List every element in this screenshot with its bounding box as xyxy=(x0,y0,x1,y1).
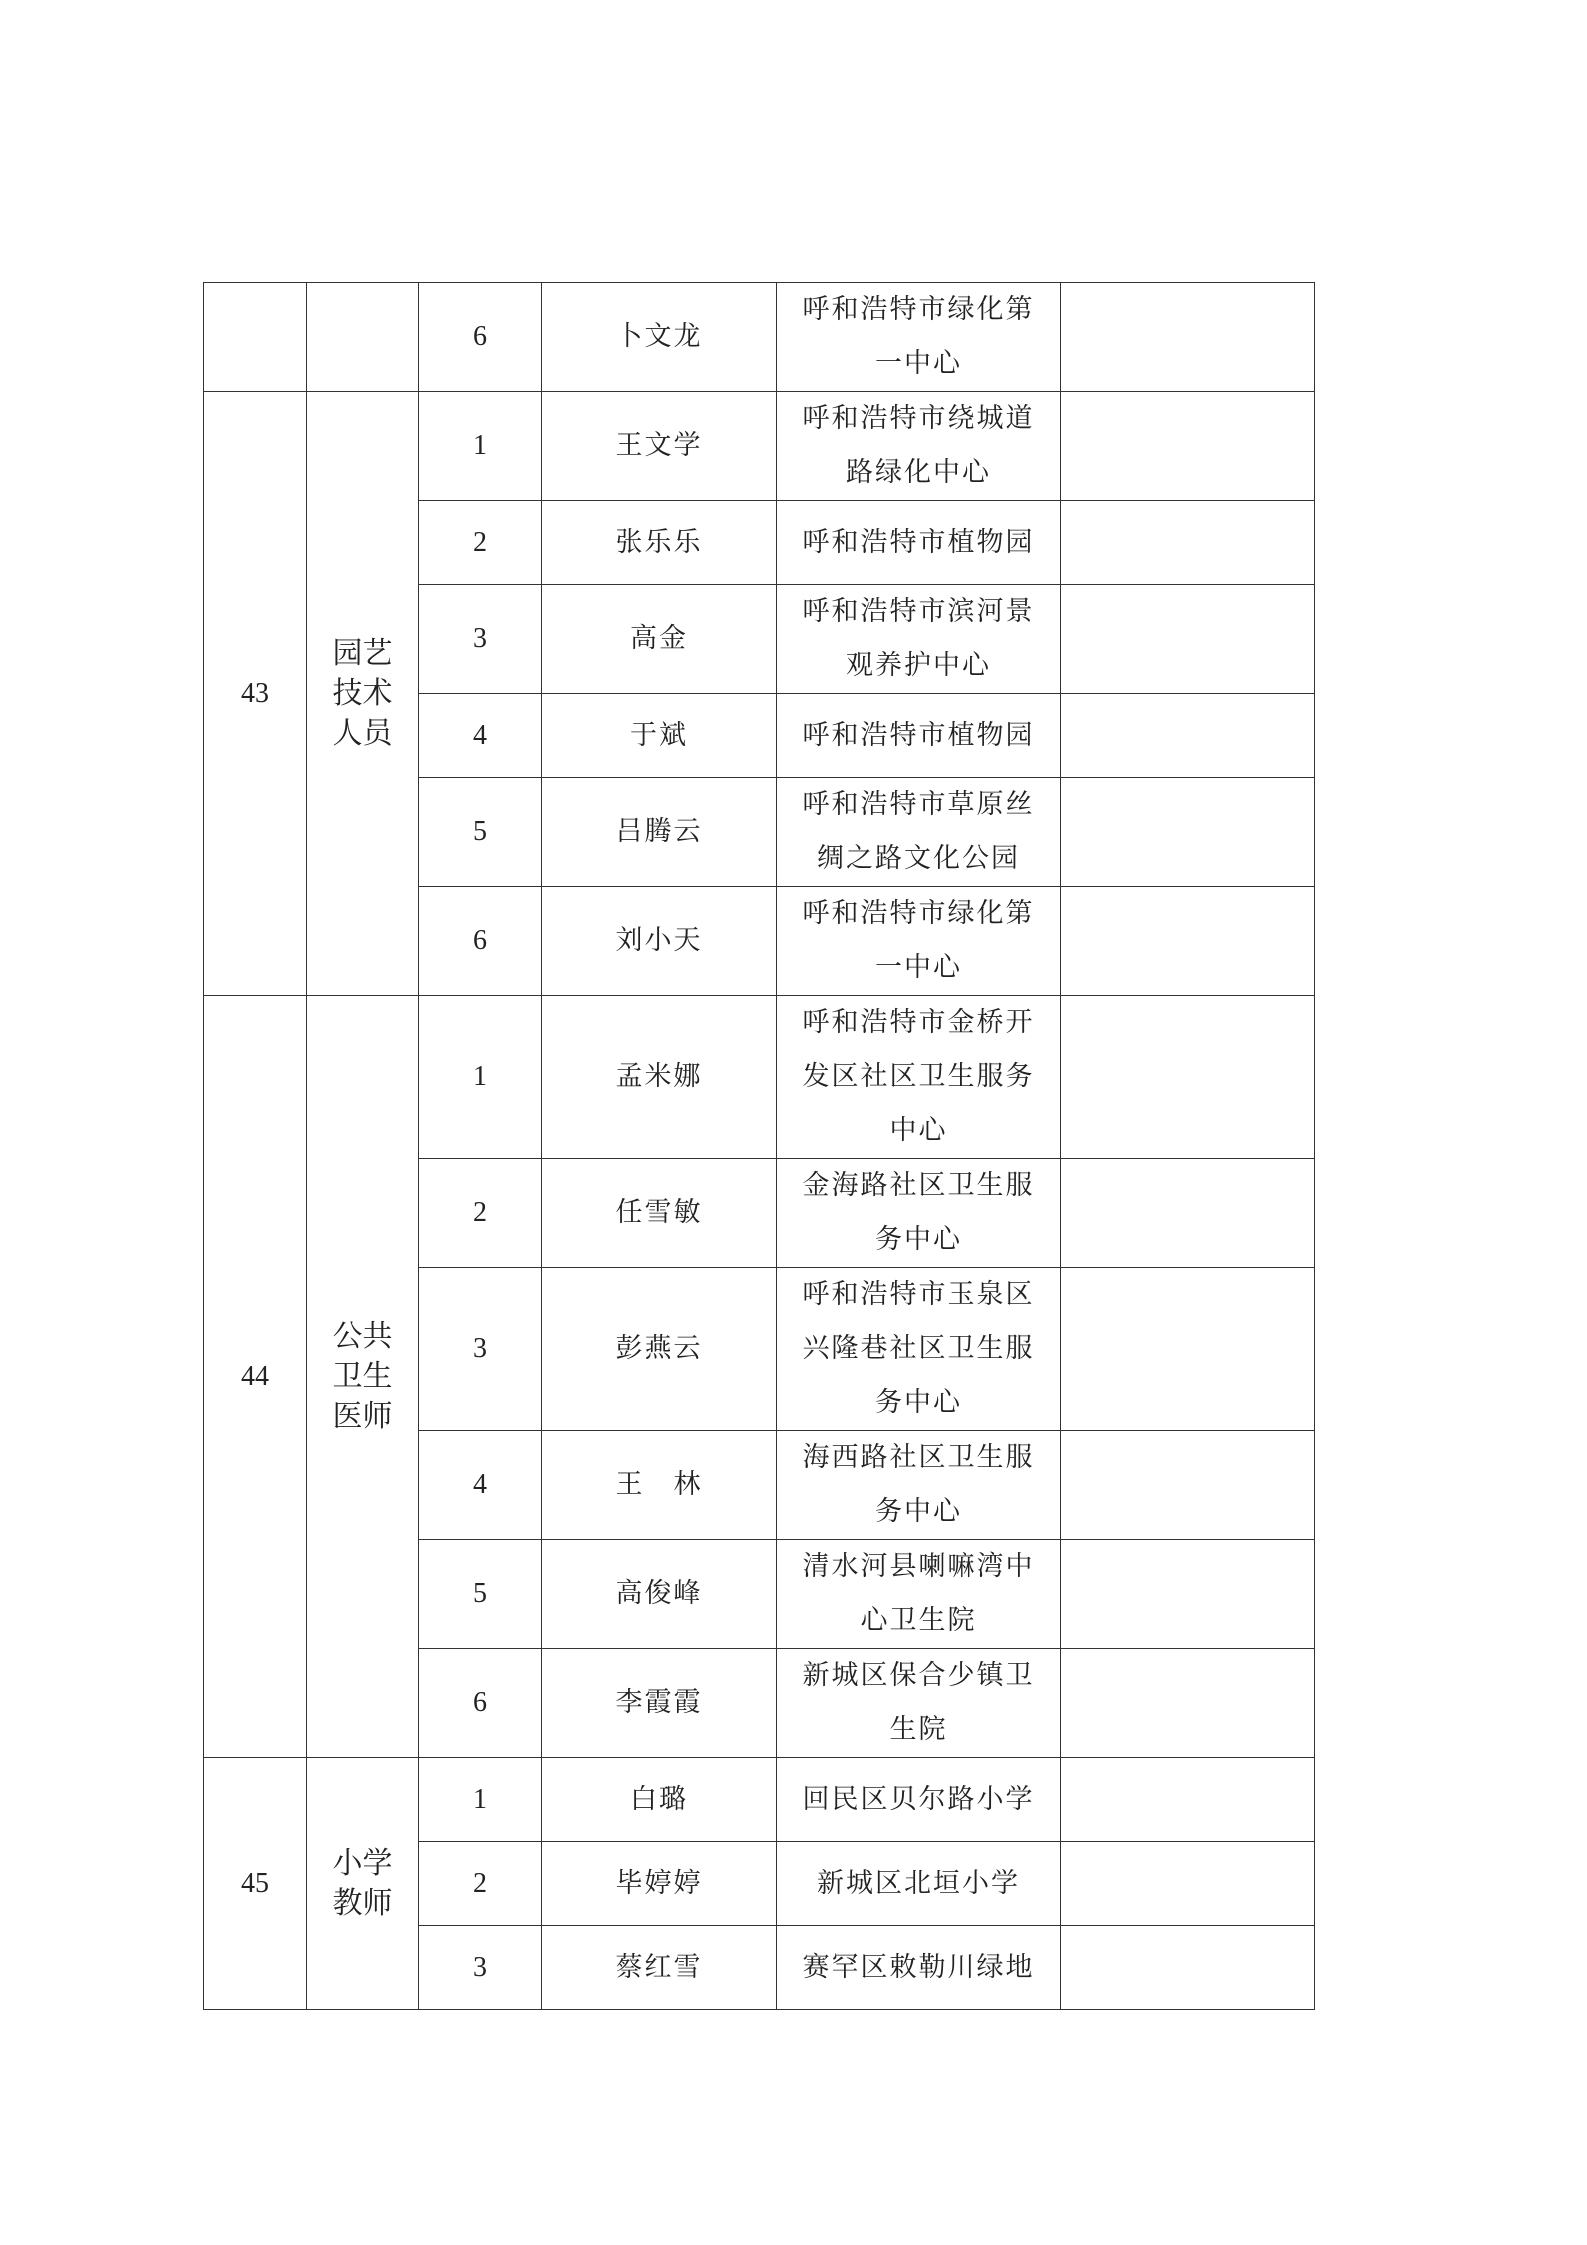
seq-cell: 1 xyxy=(419,392,542,501)
work-unit-text: 呼和浩特市绿化第一中心 xyxy=(802,898,1035,983)
remark-cell xyxy=(1061,1159,1315,1268)
table-row xyxy=(204,1758,1315,1842)
remark-cell xyxy=(1061,694,1315,778)
seq-cell: 4 xyxy=(419,694,542,778)
person-name-cell: 毕婷婷 xyxy=(542,1842,777,1926)
seq-cell: 2 xyxy=(419,1842,542,1926)
personnel-table xyxy=(203,282,1315,2010)
post-cell xyxy=(307,283,419,392)
remark-cell xyxy=(1061,501,1315,585)
seq-cell: 1 xyxy=(419,1758,542,1842)
person-name-cell: 蔡红雪 xyxy=(542,1926,777,2010)
work-unit-text: 呼和浩特市植物园 xyxy=(802,526,1035,558)
remark-cell xyxy=(1061,283,1315,392)
work-unit-cell xyxy=(777,996,1061,1159)
work-unit-text: 金海路社区卫生服务中心 xyxy=(802,1170,1035,1255)
work-unit-text: 清水河县喇嘛湾中心卫生院 xyxy=(802,1551,1035,1636)
work-unit-text: 新城区保合少镇卫生院 xyxy=(802,1660,1035,1745)
seq-cell: 3 xyxy=(419,1268,542,1431)
table-row xyxy=(204,996,1315,1159)
post-cell xyxy=(307,1758,419,2010)
person-name-cell: 刘小天 xyxy=(542,887,777,996)
seq-cell: 3 xyxy=(419,1926,542,2010)
work-unit-cell xyxy=(777,694,1061,778)
work-unit-text: 回民区贝尔路小学 xyxy=(802,1783,1035,1815)
remark-cell xyxy=(1061,392,1315,501)
remark-cell xyxy=(1061,778,1315,887)
remark-cell xyxy=(1061,1758,1315,1842)
work-unit-text: 新城区北垣小学 xyxy=(817,1867,1020,1899)
post-title: 公共卫生医师 xyxy=(332,1318,393,1434)
work-unit-text: 呼和浩特市玉泉区兴隆巷社区卫生服务中心 xyxy=(802,1279,1035,1418)
seq-cell: 2 xyxy=(419,1159,542,1268)
person-name-cell: 孟米娜 xyxy=(542,996,777,1159)
person-name-cell: 王 林 xyxy=(542,1431,777,1540)
table-row xyxy=(204,283,1315,392)
work-unit-text: 呼和浩特市滨河景观养护中心 xyxy=(802,596,1035,681)
work-unit-cell xyxy=(777,1649,1061,1758)
work-unit-cell xyxy=(777,501,1061,585)
seq-cell: 5 xyxy=(419,778,542,887)
person-name-cell: 白璐 xyxy=(542,1758,777,1842)
person-name-cell: 彭燕云 xyxy=(542,1268,777,1431)
work-unit-cell xyxy=(777,778,1061,887)
remark-cell xyxy=(1061,887,1315,996)
post-cell xyxy=(307,392,419,996)
work-unit-text: 呼和浩特市绿化第一中心 xyxy=(802,294,1035,379)
remark-cell xyxy=(1061,1842,1315,1926)
post-title: 园艺技术人员 xyxy=(332,635,393,751)
post-title: 小学教师 xyxy=(332,1845,393,1921)
seq-cell: 6 xyxy=(419,283,542,392)
seq-cell: 4 xyxy=(419,1431,542,1540)
seq-cell: 2 xyxy=(419,501,542,585)
work-unit-cell xyxy=(777,1926,1061,2010)
work-unit-cell xyxy=(777,1268,1061,1431)
group-number-cell: 45 xyxy=(204,1758,307,2010)
group-number-cell: 43 xyxy=(204,392,307,996)
person-name-cell: 李霞霞 xyxy=(542,1649,777,1758)
person-name-cell: 王文学 xyxy=(542,392,777,501)
work-unit-text: 呼和浩特市植物园 xyxy=(802,719,1035,751)
work-unit-text: 呼和浩特市草原丝绸之路文化公园 xyxy=(802,789,1035,874)
work-unit-cell xyxy=(777,585,1061,694)
person-name-cell: 任雪敏 xyxy=(542,1159,777,1268)
remark-cell xyxy=(1061,1926,1315,2010)
work-unit-text: 呼和浩特市绕城道路绿化中心 xyxy=(802,403,1035,488)
work-unit-cell xyxy=(777,1842,1061,1926)
group-number-cell xyxy=(204,283,307,392)
work-unit-cell xyxy=(777,392,1061,501)
work-unit-text: 海西路社区卫生服务中心 xyxy=(802,1442,1035,1527)
remark-cell xyxy=(1061,1431,1315,1540)
person-name-cell: 张乐乐 xyxy=(542,501,777,585)
person-name-cell: 吕腾云 xyxy=(542,778,777,887)
work-unit-text: 赛罕区敕勒川绿地 xyxy=(802,1951,1035,1983)
work-unit-cell xyxy=(777,1159,1061,1268)
remark-cell xyxy=(1061,1540,1315,1649)
person-name-cell: 高俊峰 xyxy=(542,1540,777,1649)
seq-cell: 5 xyxy=(419,1540,542,1649)
post-cell xyxy=(307,996,419,1758)
seq-cell: 6 xyxy=(419,1649,542,1758)
table-row xyxy=(204,392,1315,501)
seq-cell: 6 xyxy=(419,887,542,996)
table-body xyxy=(204,283,1315,2010)
work-unit-cell xyxy=(777,1431,1061,1540)
remark-cell xyxy=(1061,996,1315,1159)
remark-cell xyxy=(1061,1268,1315,1431)
seq-cell: 3 xyxy=(419,585,542,694)
person-name-cell: 高金 xyxy=(542,585,777,694)
work-unit-cell xyxy=(777,887,1061,996)
work-unit-cell xyxy=(777,283,1061,392)
person-name-cell: 于斌 xyxy=(542,694,777,778)
seq-cell: 1 xyxy=(419,996,542,1159)
person-name-cell: 卜文龙 xyxy=(542,283,777,392)
group-number-cell: 44 xyxy=(204,996,307,1758)
work-unit-cell xyxy=(777,1540,1061,1649)
remark-cell xyxy=(1061,585,1315,694)
work-unit-text: 呼和浩特市金桥开发区社区卫生服务中心 xyxy=(802,1007,1035,1146)
work-unit-cell xyxy=(777,1758,1061,1842)
remark-cell xyxy=(1061,1649,1315,1758)
